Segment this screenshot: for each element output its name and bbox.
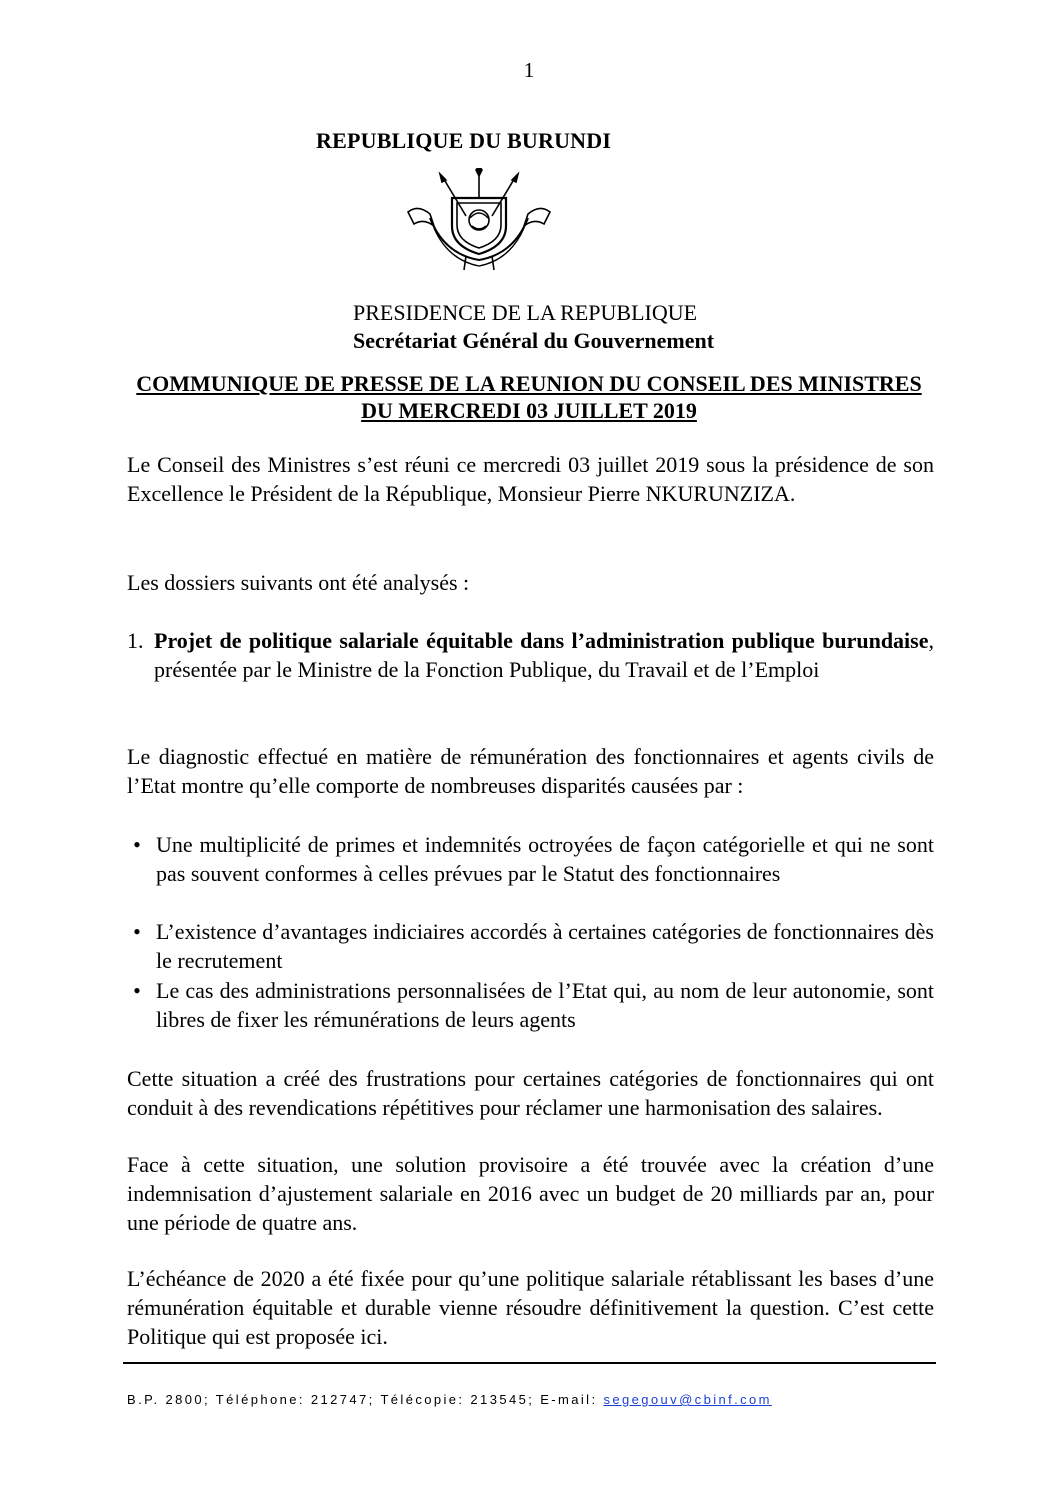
country-heading: REPUBLIQUE DU BURUNDI	[316, 128, 612, 153]
footer-email-link[interactable]: segegouv@cbinf.com	[603, 1392, 772, 1407]
bullet-text: Une multiplicité de primes et indemnités octroyées de façon catégorielle et qui ne sont pas souvent conformes à celles prévues par le Statut des fonctionnaires	[156, 832, 934, 886]
solution-paragraph: Face à cette situation, une solution provisoire a été trouvée avec la création d’une indemnisation d’ajustement salariale en 2016 avec un budget de 20 milliards par an, pour une période de quatre ans.	[127, 1152, 934, 1235]
echeance-paragraph: L’échéance de 2020 a été fixée pour qu’une politique salariale rétablissant les bases d’une rémunération équitable et durable vienne résoudre définitivement la question. C’est cette Politique qui est proposée ici.	[127, 1266, 934, 1349]
intro-paragraph: Le Conseil des Ministres s’est réuni ce mercredi 03 juillet 2019 sous la présidence de son Excellence le Président de la République, Monsieur Pierre NKURUNZIZA.	[127, 452, 934, 506]
dossiers-paragraph: Les dossiers suivants ont été analysés :	[127, 570, 470, 595]
diagnostic-paragraph: Le diagnostic effectué en matière de rémunération des fonctionnaires et agents civils de l’Etat montre qu’elle comporte de nombreuses disparités causées par :	[127, 744, 934, 798]
office-heading: PRESIDENCE DE LA REPUBLIQUE	[353, 300, 698, 325]
department-heading: Secrétariat Général du Gouvernement	[353, 328, 715, 353]
item-description: , présentée par le Ministre de la Fonction Publique, du Travail et de l’Emploi	[154, 628, 934, 682]
burundi-coat-of-arms-emblem	[404, 168, 554, 272]
bullet-icon: •	[133, 832, 141, 857]
footer-contact	[127, 1392, 772, 1407]
bullet-item	[127, 976, 934, 1034]
bullet-item	[127, 917, 934, 975]
item-title: Projet de politique salariale équitable dans l’administration publique burundaise	[154, 628, 929, 653]
bullet-item	[127, 830, 934, 888]
item-number: 1.	[127, 628, 144, 653]
situation-paragraph: Cette situation a créé des frustrations pour certaines catégories de fonctionnaires qui ont conduit à des revendications répétitives pour réclamer une harmonisation des salaires.	[127, 1066, 934, 1120]
bullet-icon: •	[133, 919, 141, 944]
bullet-text: L’existence d’avantages indiciaires accordés à certaines catégories de fonctionnaires dès le recrutement	[156, 919, 934, 973]
footer-divider	[123, 1362, 936, 1364]
footer-contact-text: B.P. 2800; Téléphone: 212747; Télécopie: 213545; E-mail:	[127, 1392, 604, 1407]
page-number: 1	[523, 58, 535, 82]
dossier-item-1	[127, 626, 934, 684]
communique-title: COMMUNIQUE DE PRESSE DE LA REUNION DU CONSEIL DES MINISTRES DU MERCREDI 03 JUILLET 2019	[136, 371, 922, 423]
bullet-icon: •	[133, 978, 141, 1003]
bullet-text: Le cas des administrations personnalisées de l’Etat qui, au nom de leur autonomie, sont libres de fixer les rémunérations de leurs agents	[156, 978, 934, 1032]
